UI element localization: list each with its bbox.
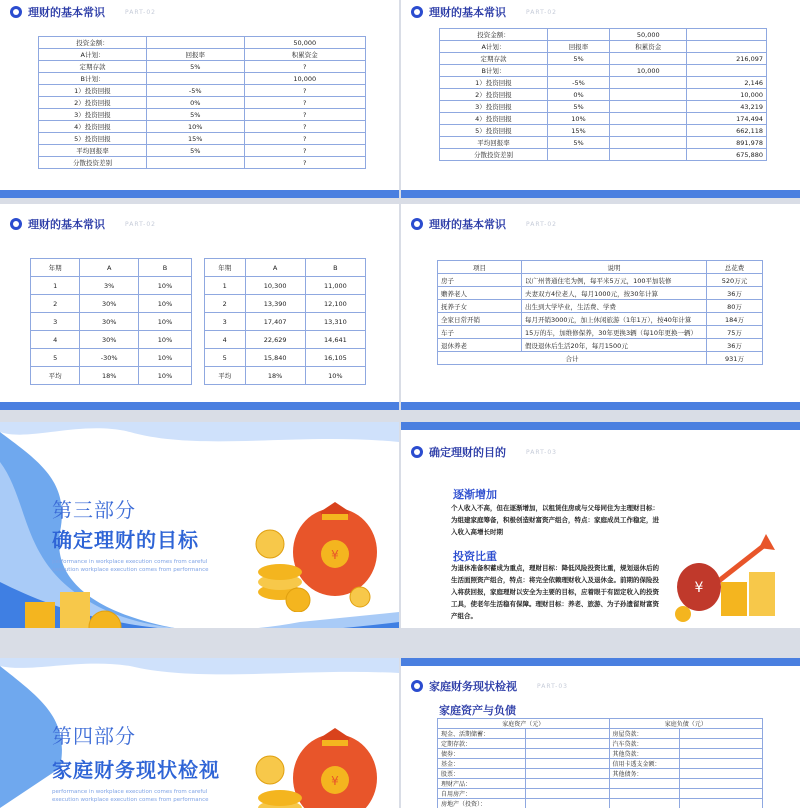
table-cell: 1）投资回报 [39,85,147,97]
table-cell: 赡养老人 [438,287,522,300]
section-title: 家庭财务现状检视 [52,754,220,783]
heading-investment-ratio: 投资比重 [453,548,497,564]
table-cell: 回报率 [547,41,609,53]
table-cell: 4 [205,331,246,349]
accumulated-value-table [204,258,366,385]
life-cost-table [437,260,763,365]
table-cell: 10,000 [244,73,365,85]
liability-label: 汽车贷款： [609,739,679,749]
part-tag: PART-03 [526,449,557,456]
section-english: performance in workplace execution comes from careful execution workplace execution comes from performance [52,788,212,804]
slide-title: 理财的基本常识 [28,216,105,232]
table-cell: 2 [205,295,246,313]
table-cell [610,53,687,65]
investment-table-a [38,36,366,169]
title-bullet-icon [411,218,423,230]
money-bag-coins-icon [250,482,380,612]
table-cell: 5% [147,145,245,157]
table-cell: 分散投资差别 [440,149,548,161]
table-cell: 2）投资回报 [39,97,147,109]
slide-title: 理财的基本常识 [429,4,506,20]
table-cell: 184万 [707,313,763,326]
table-cell: 抚养子女 [438,300,522,313]
table-row [440,113,767,125]
table-cell: 5% [147,109,245,121]
table-cell: 10% [139,367,192,385]
slide-title-bar [411,678,568,694]
table-cell: 退休养老 [438,339,522,352]
bottom-band [0,190,399,198]
table-cell: 10% [305,367,365,385]
asset-value [526,739,610,749]
asset-label: 定期存款： [438,739,526,749]
asset-value [526,749,610,759]
paragraph-investment-ratio: 为退休准备积蓄成为重点，理财目标：降低风险投资比重，规划退休后的生活面照资产组合，特点：将完全依赖理财收入及退休金。前期的保险投入将获回报，家庭理财以安全为主要的目标，应着眼于有固定收入的投资工具，使老年生活稳有保障。理财目标：养老、旅游、为子孙遗留财富资产组合。 [451,562,661,622]
table-row [438,739,763,749]
table-row [39,109,366,121]
table-cell: 平均 [31,367,80,385]
table-cell: 174,494 [687,113,767,125]
table-cell: 分散投资差别 [39,157,147,169]
part-tag: PART-03 [537,683,568,690]
title-bullet-icon [411,446,423,458]
table-row [31,331,192,349]
table-cell [610,101,687,113]
table-cell: 5% [547,53,609,65]
table-cell: 0% [147,97,245,109]
table-cell: 30% [80,295,139,313]
table-cell: 10% [139,295,192,313]
bottom-band [0,402,399,410]
table-row [39,37,366,49]
asset-value [526,789,610,799]
table-cell: 3）投资回报 [39,109,147,121]
table-cell: ? [244,109,365,121]
table-header-cell: 说明 [522,261,707,274]
table-cell: 定期存款 [39,61,147,73]
slide-section-4 [0,658,399,808]
title-bullet-icon [10,6,22,18]
asset-label: 股票： [438,769,526,779]
table-cell: 5% [547,101,609,113]
asset-label: 现金、活期储蓄： [438,729,526,739]
table-cell: 675,880 [687,149,767,161]
table-row [31,313,192,331]
svg-text:¥: ¥ [695,580,704,596]
table-row [438,326,763,339]
table-cell: 全家日常开销 [438,313,522,326]
return-rate-table [30,258,192,385]
table-cell: 定期存款 [440,53,548,65]
table-cell [610,89,687,101]
part-tag: PART-02 [125,221,156,228]
table-cell: 662,118 [687,125,767,137]
table-cell: 5 [205,349,246,367]
table-row [39,61,366,73]
slide-title: 确定理财的目的 [429,444,506,460]
table-cell [547,149,609,161]
table-cell: 车子 [438,326,522,339]
table-cell: 1 [31,277,80,295]
part-tag: PART-02 [125,9,156,16]
table-cell: 36万 [707,287,763,300]
asset-value [526,779,610,789]
table-cell: 10% [139,349,192,367]
table-row [39,49,366,61]
table-cell: ? [244,61,365,73]
table-row [440,89,767,101]
table-row [440,29,767,41]
table-cell [547,29,609,41]
table-cell: 931万 [707,352,763,365]
liability-label [609,789,679,799]
table-cell [610,113,687,125]
table-cell: 10% [147,121,245,133]
table-cell: 合计 [438,352,707,365]
table-row [39,73,366,85]
asset-label: 房地产（投资）： [438,799,526,808]
liability-label: 其他贷款： [609,749,679,759]
table-row [438,749,763,759]
liability-value [679,739,763,749]
table-cell: 2 [31,295,80,313]
table-cell: 30% [80,313,139,331]
table-row [438,769,763,779]
table-cell: B计划： [440,65,548,77]
table-header-cell: 年期 [205,259,246,277]
table-cell: 216,097 [687,53,767,65]
section-number: 第三部分 [52,494,136,523]
table-row [438,352,763,365]
liability-value [679,749,763,759]
table-row [440,53,767,65]
assets-liabilities-heading: 家庭资产与负债 [439,702,516,718]
table-row [440,77,767,89]
table-cell: 10,000 [687,89,767,101]
table-cell: 3 [31,313,80,331]
slide-title-bar [411,216,557,232]
table-cell: ? [244,85,365,97]
table-header-cell: 总花费 [707,261,763,274]
table-cell [147,73,245,85]
asset-label: 自用房产： [438,789,526,799]
table-cell: 夫妻双方4位老人，每月1000元，按30年计算 [522,287,707,300]
table-row [440,149,767,161]
table-cell: 4 [31,331,80,349]
table-cell: 10% [139,277,192,295]
slide-title: 家庭财务现状检视 [429,678,517,694]
table-row [31,367,192,385]
table-cell: 0% [547,89,609,101]
table-cell: ? [244,97,365,109]
table-row [440,101,767,113]
table-header-cell: A [245,259,305,277]
table-cell: 5 [31,349,80,367]
investment-table-b [439,28,767,161]
table-cell: 10,300 [245,277,305,295]
table-row [440,41,767,53]
section-number: 第四部分 [52,720,136,749]
svg-text:¥: ¥ [331,548,339,562]
table-cell: A计划： [39,49,147,61]
table-row [438,789,763,799]
table-cell: 以广州普通住宅为例，每平米5万元，100平加装修 [522,274,707,287]
title-bullet-icon [411,6,423,18]
table-header-row [438,719,763,729]
table-cell: 17,407 [245,313,305,331]
table-cell: 5）投资回报 [39,133,147,145]
money-growth-icon [671,532,781,622]
table-cell: 平均 [205,367,246,385]
title-bullet-icon [411,680,423,692]
liability-label: 信用卡透支金额： [609,759,679,769]
table-cell: 1）投资回报 [440,77,548,89]
table-cell: 每月开销3000元，加上休闲旅游（1年1万），按40年计算 [522,313,707,326]
table-cell: 回报率 [147,49,245,61]
table-header-cell: B [305,259,365,277]
bottom-band [401,190,800,198]
table-cell [687,29,767,41]
table-header-cell: 项目 [438,261,522,274]
section-english: performance in workplace execution comes from careful execution workplace execution comes from performance [52,558,212,574]
slide-title-bar [411,4,557,20]
slide-title-bar [10,4,156,20]
table-cell: 22,629 [245,331,305,349]
table-row [440,65,767,77]
table-row [440,137,767,149]
table-cell: 3% [80,277,139,295]
table-row [205,367,366,385]
table-cell: 积累资金 [244,49,365,61]
table-cell: 15万的车，加维修保养，30年更换3辆（每10年更换一辆） [522,326,707,339]
liability-value [679,729,763,739]
table-row [438,274,763,287]
table-row [39,133,366,145]
table-row [438,300,763,313]
coin-stack-icon [20,572,130,628]
table-cell: 14,641 [305,331,365,349]
table-cell: 50,000 [610,29,687,41]
table-cell: 15,840 [245,349,305,367]
table-cell: 2）投资回报 [440,89,548,101]
table-row [205,313,366,331]
part-tag: PART-02 [526,221,557,228]
table-cell: 18% [80,367,139,385]
table-cell [687,41,767,53]
table-row [31,295,192,313]
table-row [438,339,763,352]
table-row [205,349,366,367]
table-cell [147,157,245,169]
table-cell: 1 [205,277,246,295]
table-header-cell: B [139,259,192,277]
table-row [31,277,192,295]
table-cell: ? [244,157,365,169]
table-cell: 平均回报率 [39,145,147,157]
table-cell: 3）投资回报 [440,101,548,113]
slide-title-bar [10,216,156,232]
table-cell: 投资金额： [440,29,548,41]
table-header-row [31,259,192,277]
table-cell: 891,978 [687,137,767,149]
table-row [39,121,366,133]
table-row [39,157,366,169]
table-header-cell: 家庭资产（元） [438,719,610,729]
table-cell [610,149,687,161]
table-row [205,277,366,295]
table-header-row [438,261,763,274]
paragraph-gradual-increase: 个人收入不高，但在逐渐增加，以租赁住房或与父母同住为主理财目标：为组建家庭筹备，积极创造财富资产组合，特点：家庭成员工作稳定，进入收入高增长时期 [451,502,661,538]
slide-goals [401,422,800,628]
table-cell: A计划： [440,41,548,53]
table-cell: 75万 [707,326,763,339]
table-cell: 50,000 [244,37,365,49]
bottom-band [401,402,800,410]
table-header-cell: 年期 [31,259,80,277]
table-cell: 房子 [438,274,522,287]
table-cell: B计划： [39,73,147,85]
table-cell: 15% [147,133,245,145]
asset-value [526,769,610,779]
table-cell: 假设退休后生活20年，每月1500元 [522,339,707,352]
table-cell: 13,310 [305,313,365,331]
table-cell: 积累资金 [610,41,687,53]
liability-value [679,779,763,789]
slide-basics-1 [0,0,399,198]
table-cell: -5% [547,77,609,89]
liability-label [609,779,679,789]
table-cell: 30% [80,331,139,349]
table-cell: 36万 [707,339,763,352]
table-cell: 10% [547,113,609,125]
table-cell [610,77,687,89]
table-row [205,331,366,349]
table-cell [547,65,609,77]
table-cell: 16,105 [305,349,365,367]
table-row [205,295,366,313]
liability-label: 其他债务： [609,769,679,779]
table-cell [610,125,687,137]
table-cell: 15% [547,125,609,137]
table-cell: 80万 [707,300,763,313]
table-cell: ? [244,145,365,157]
asset-value [526,759,610,769]
table-cell: 4）投资回报 [440,113,548,125]
table-cell: 10% [139,331,192,349]
table-cell: 43,219 [687,101,767,113]
table-cell: 平均回报率 [440,137,548,149]
table-row [438,287,763,300]
table-row [39,97,366,109]
table-row [440,125,767,137]
table-header-cell: 家庭负债（元） [609,719,763,729]
table-row [39,85,366,97]
asset-label: 基金： [438,759,526,769]
table-cell: 11,000 [305,277,365,295]
asset-label: 理财产品： [438,779,526,789]
table-header-cell: A [80,259,139,277]
table-cell: -5% [147,85,245,97]
liability-value [679,789,763,799]
table-cell: 10% [139,313,192,331]
table-cell [147,37,245,49]
table-cell: 5）投资回报 [440,125,548,137]
liability-value [679,759,763,769]
liability-value [679,769,763,779]
table-row [39,145,366,157]
part-tag: PART-02 [526,9,557,16]
table-cell: -30% [80,349,139,367]
table-cell: 4）投资回报 [39,121,147,133]
table-cell: 5% [147,61,245,73]
table-cell: 5% [547,137,609,149]
slide-basics-4 [401,204,800,410]
table-row [438,729,763,739]
table-cell: 出生到大学毕业，生活费、学费 [522,300,707,313]
svg-text:¥: ¥ [331,774,339,788]
table-row [31,349,192,367]
slide-basics-2 [401,0,800,198]
table-cell: ? [244,121,365,133]
table-cell: 2,146 [687,77,767,89]
table-cell [610,137,687,149]
table-row [438,759,763,769]
asset-label: 债券： [438,749,526,759]
section-title: 确定理财的目标 [52,524,199,553]
table-row [438,313,763,326]
table-cell: 10,000 [610,65,687,77]
slide-family-finance [401,658,800,808]
table-cell: 3 [205,313,246,331]
top-band [401,422,800,430]
slide-title: 理财的基本常识 [28,4,105,20]
top-band [401,658,800,666]
table-cell: 18% [245,367,305,385]
slide-title-bar [411,444,557,460]
asset-value [526,729,610,739]
table-cell: 12,100 [305,295,365,313]
table-cell: 13,390 [245,295,305,313]
slide-title: 理财的基本常识 [429,216,506,232]
money-bag-coins-icon [250,708,380,808]
heading-gradual-increase: 逐渐增加 [453,486,497,502]
table-cell: ? [244,133,365,145]
slide-section-3 [0,422,399,628]
table-cell: 投资金额： [39,37,147,49]
slide-basics-3 [0,204,399,410]
title-bullet-icon [10,218,22,230]
table-cell [687,65,767,77]
table-header-row [205,259,366,277]
liability-label: 房屋贷款： [609,729,679,739]
table-cell: 520万元 [707,274,763,287]
assets-liabilities-table [437,718,763,808]
table-row [438,779,763,789]
